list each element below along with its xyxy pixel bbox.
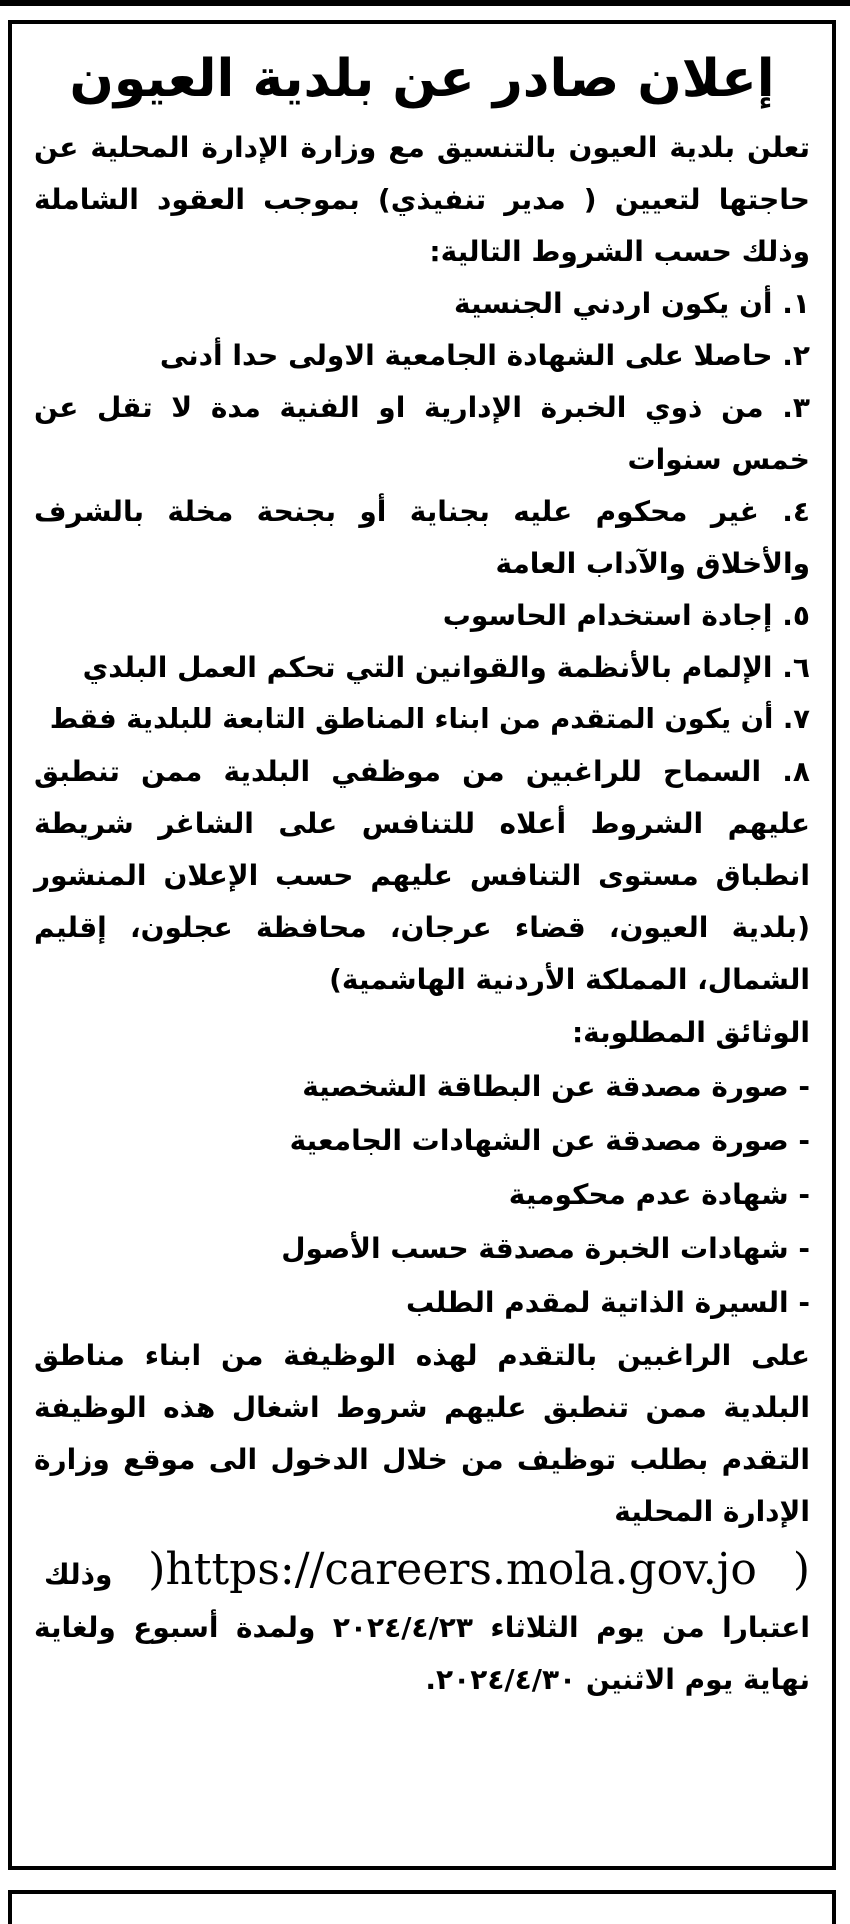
condition-8-continued: (بلدية العيون، قضاء عرجان، محافظة عجلون، إقليم — [34, 911, 810, 944]
condition-8-continued: انطباق مستوى التنافس عليهم حسب الإعلان المنشور — [34, 859, 810, 892]
application-line: التقدم بطلب توظيف من خلال الدخول الى موقع وزارة — [34, 1443, 810, 1476]
documents-heading: الوثائق المطلوبة: — [571, 1016, 810, 1049]
intro-line: تعلن بلدية العيون بالتنسيق مع وزارة الإدارة المحلية عن — [34, 131, 810, 164]
document-item: - صورة مصدقة عن البطاقة الشخصية — [302, 1070, 810, 1103]
next-ad-frame-edge — [8, 1890, 836, 1924]
condition-1: ١. أن يكون اردني الجنسية — [453, 287, 810, 320]
intro-paragraph — [34, 122, 810, 278]
document-item: - السيرة الذاتية لمقدم الطلب — [406, 1286, 810, 1319]
top-separator-rule — [0, 0, 850, 6]
document-item: - صورة مصدقة عن الشهادات الجامعية — [289, 1124, 810, 1157]
url-close-paren: ) — [148, 1544, 166, 1595]
condition-4: ٤. غير محكوم عليه بجناية أو بجنحة مخلة بالشرف — [34, 495, 810, 528]
url-open-paren: ( — [792, 1544, 810, 1595]
document-item: - شهادات الخبرة مصدقة حسب الأصول — [281, 1232, 810, 1265]
application-line: البلدية ممن تنطبق عليهم شروط اشغال هذه الوظيفة — [34, 1391, 810, 1424]
condition-3-continued: خمس سنوات — [627, 443, 810, 476]
condition-8: ٨. السماح للراغبين من موظفي البلدية ممن تنطبق — [34, 755, 810, 788]
document-item: - شهادة عدم محكومية — [508, 1178, 810, 1211]
intro-line: وذلك حسب الشروط التالية: — [429, 235, 810, 268]
condition-6: ٦. الإلمام بالأنظمة والقوانين التي تحكم العمل البلدي — [82, 651, 810, 684]
closing-line: نهاية يوم الاثنين ٢٠٢٤/٤/٣٠. — [425, 1663, 810, 1696]
condition-2: ٢. حاصلا على الشهادة الجامعية الاولى حدا أدنى — [159, 339, 810, 372]
careers-url-link[interactable] — [148, 1538, 757, 1602]
url-suffix-text: وذلك — [44, 1558, 113, 1591]
announcement-frame — [8, 20, 836, 1870]
intro-line: حاجتها لتعيين ( مدير تنفيذي) بموجب العقود الشاملة — [34, 183, 810, 216]
condition-5: ٥. إجادة استخدام الحاسوب — [442, 599, 810, 632]
application-line: على الراغبين بالتقدم لهذه الوظيفة من ابناء مناطق — [34, 1339, 810, 1372]
conditions-list — [34, 278, 810, 1006]
url-row — [34, 1538, 810, 1602]
condition-8-continued: عليهم الشروط أعلاه للتنافس على الشاغر شريطة — [34, 807, 810, 840]
condition-7: ٧. أن يكون المتقدم من ابناء المناطق التابعة للبلدية فقط — [49, 704, 810, 735]
required-documents — [34, 1006, 810, 1330]
application-paragraph — [34, 1330, 810, 1538]
condition-4-continued: والأخلاق والآداب العامة — [495, 547, 810, 580]
condition-3: ٣. من ذوي الخبرة الإدارية او الفنية مدة لا تقل عن — [34, 391, 810, 424]
closing-paragraph — [34, 1602, 810, 1706]
condition-8-continued: الشمال، المملكة الأردنية الهاشمية) — [329, 963, 810, 996]
announcement-title: إعلان صادر عن بلدية العيون — [69, 49, 775, 109]
application-line: الإدارة المحلية — [614, 1495, 810, 1528]
closing-line: اعتبارا من يوم الثلاثاء ٢٠٢٤/٤/٢٣ ولمدة أسبوع ولغاية — [34, 1611, 810, 1644]
careers-url[interactable]: https://careers.mola.gov.jo — [165, 1544, 757, 1595]
